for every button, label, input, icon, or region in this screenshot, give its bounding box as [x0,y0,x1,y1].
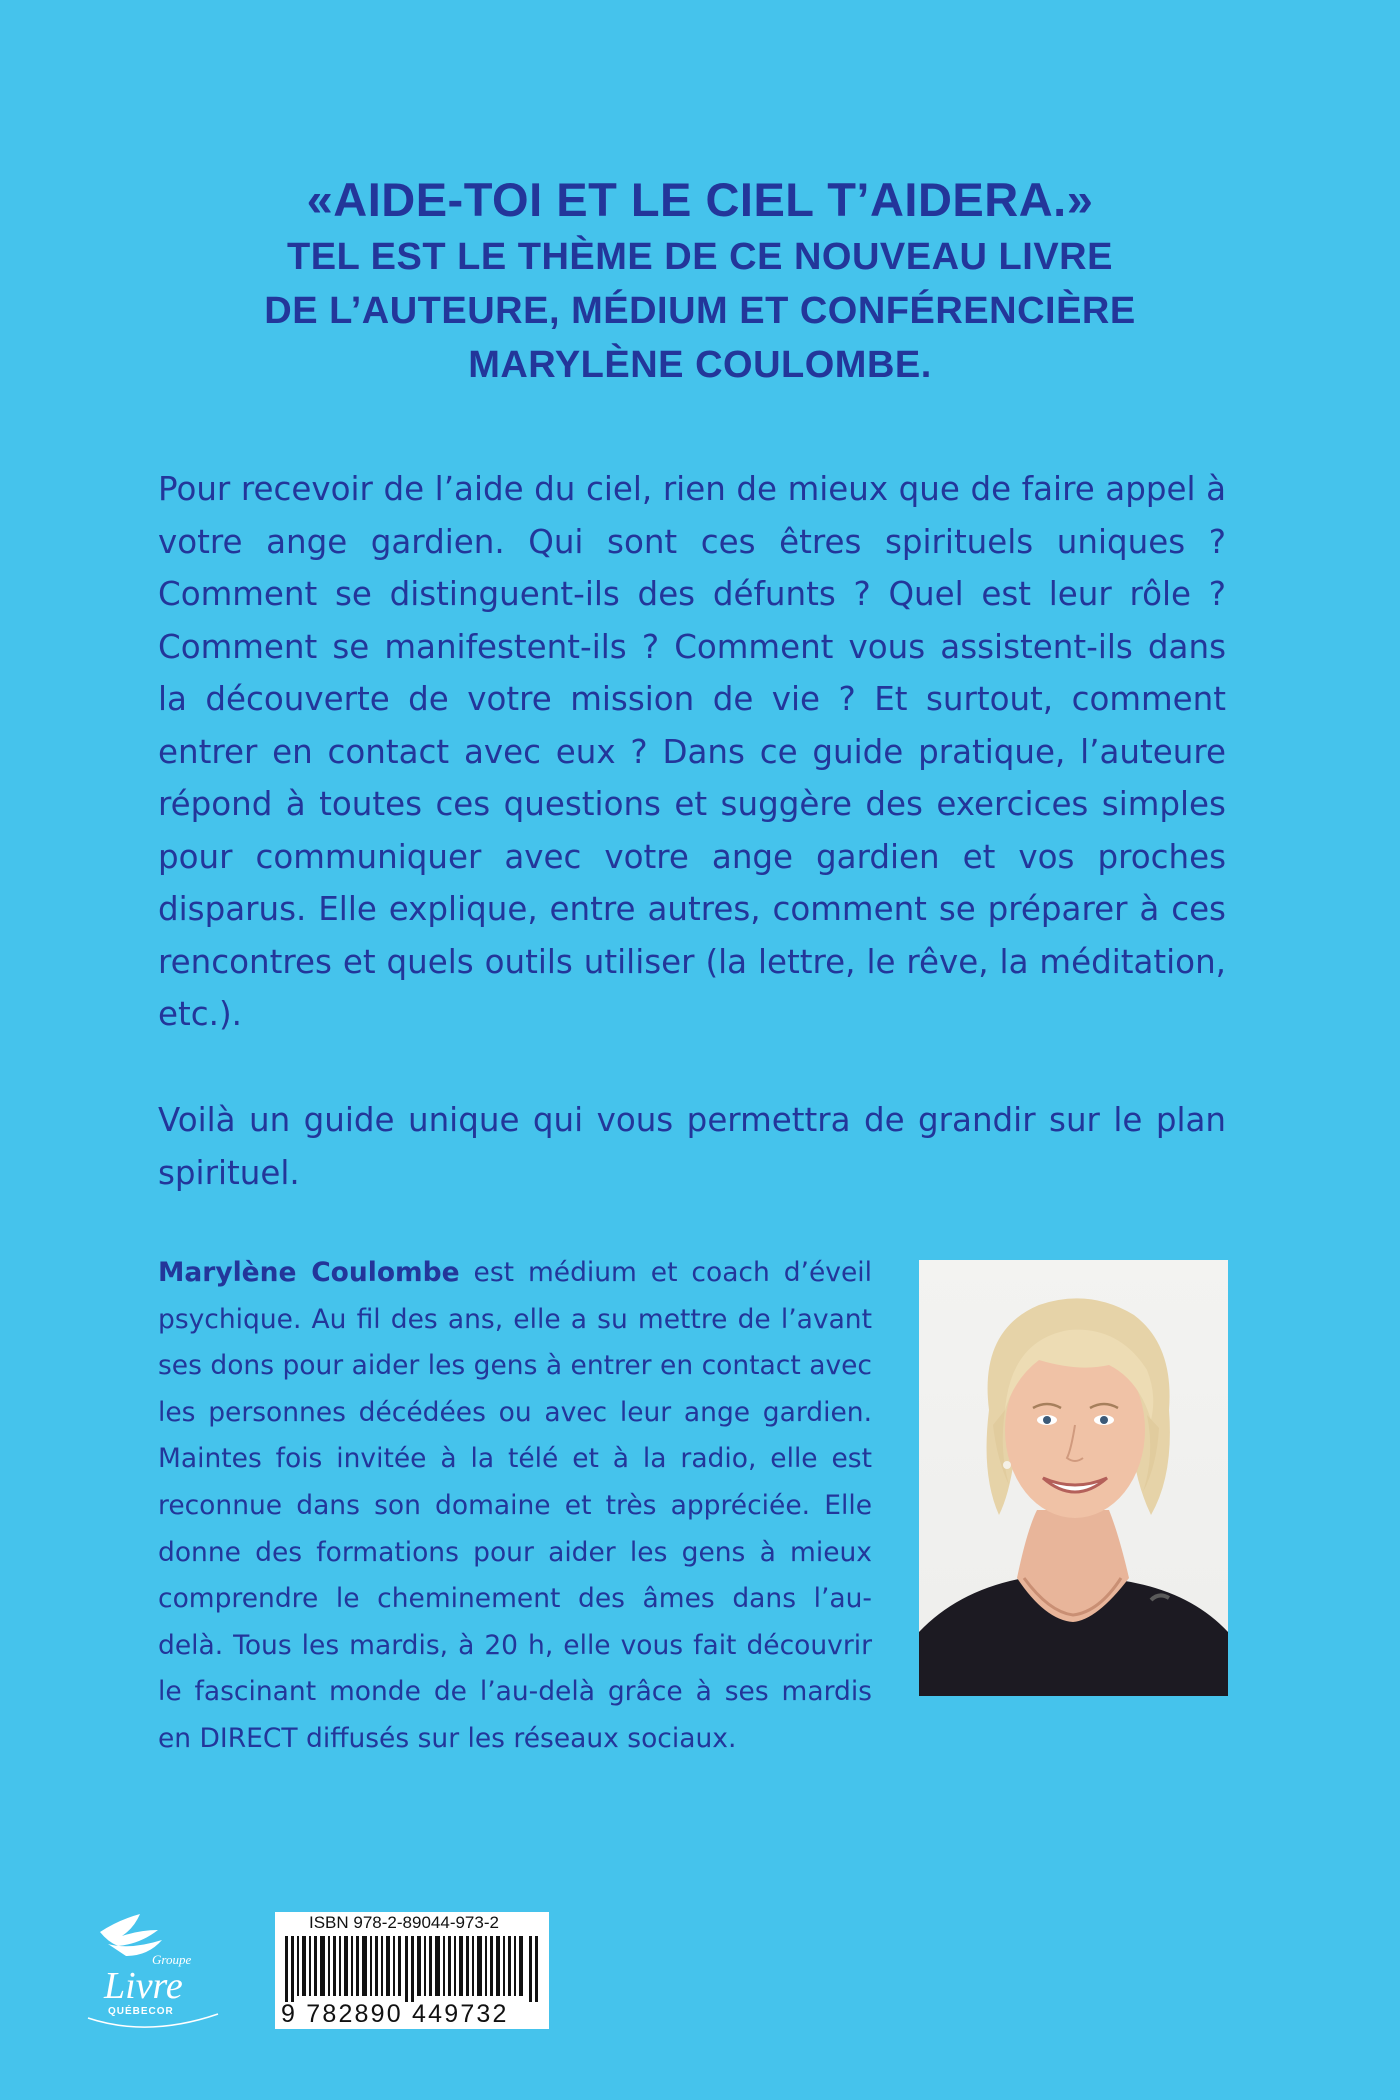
logo-groupe-text: Groupe [152,1952,192,1967]
publisher-logo [78,1910,228,2040]
author-bio [158,1250,872,1763]
isbn-barcode [275,1912,549,2029]
isbn-label: ISBN 978-2-89044-973-2 [309,1913,499,1932]
author-portrait-image [919,1260,1228,1696]
author-photo [919,1260,1228,1696]
headline-quote: «AIDE-TOI ET LE CIEL T’AIDERA.» [306,173,1094,226]
conclusion-paragraph: Voilà un guide unique qui vous permettra de grandir sur le plan spirituel. [158,1101,1226,1192]
headline-line-1: TEL EST LE THÈME DE CE NOUVEAU LIVRE [287,236,1113,278]
headline-line-2: DE L’AUTEURE, MÉDIUM ET CONFÉRENCIÈRE [264,290,1136,332]
logo-livre-text: Livre [104,1965,183,2007]
headline-block [0,172,1400,392]
headline-line-3: MARYLÈNE COULOMBE. [468,344,932,386]
intro-paragraph: Pour recevoir de l’aide du ciel, rien de mieux que de faire appel à votre ange gardien. Qui sont ces êtres spirituels uniques ? Comment se distinguent-ils des défunts ? Quel est leur rôle ? Comment se manifestent-ils ? Comment vous assistent-ils dans la découverte de votre mission de vie ? Et surtout, comment entrer en contact avec eux ? Dans ce guide pratique, l’auteure répond à toutes ces questions et suggère des exercices simples pour communiquer avec votre ange gardien et vos proches disparus. Elle explique, entre autres, comment se préparer à ces rencontres et quels outils utiliser (la lettre, le rêve, la méditation, etc.). [158,470,1226,1033]
isbn-digits: 9 782890 449732 [281,2000,509,2028]
barcode-icon [285,1936,541,2002]
logo-quebecor-text: QUÉBECOR [108,2006,174,2017]
publisher-bird-icon [78,1910,228,2040]
author-bio-text: est médium et coach d’éveil psychique. Au fil des ans, elle a su mettre de l’avant ses dons pour aider les gens à entrer en contact avec les personnes décédées ou avec leur ange gardien. Maintes fois invitée à la télé et à la radio, elle est reconnue dans son domaine et très appréciée. Elle donne des formations pour aider les gens à mieux comprendre le cheminement des âmes dans l’au-delà. Tous les mardis, à 20 h, elle vous fait découvrir le fascinant monde de l’au-delà grâce à ses mardis en DIRECT diffusés sur les réseaux sociaux. [158,1257,872,1754]
author-name: Marylène Coulombe [158,1257,460,1288]
